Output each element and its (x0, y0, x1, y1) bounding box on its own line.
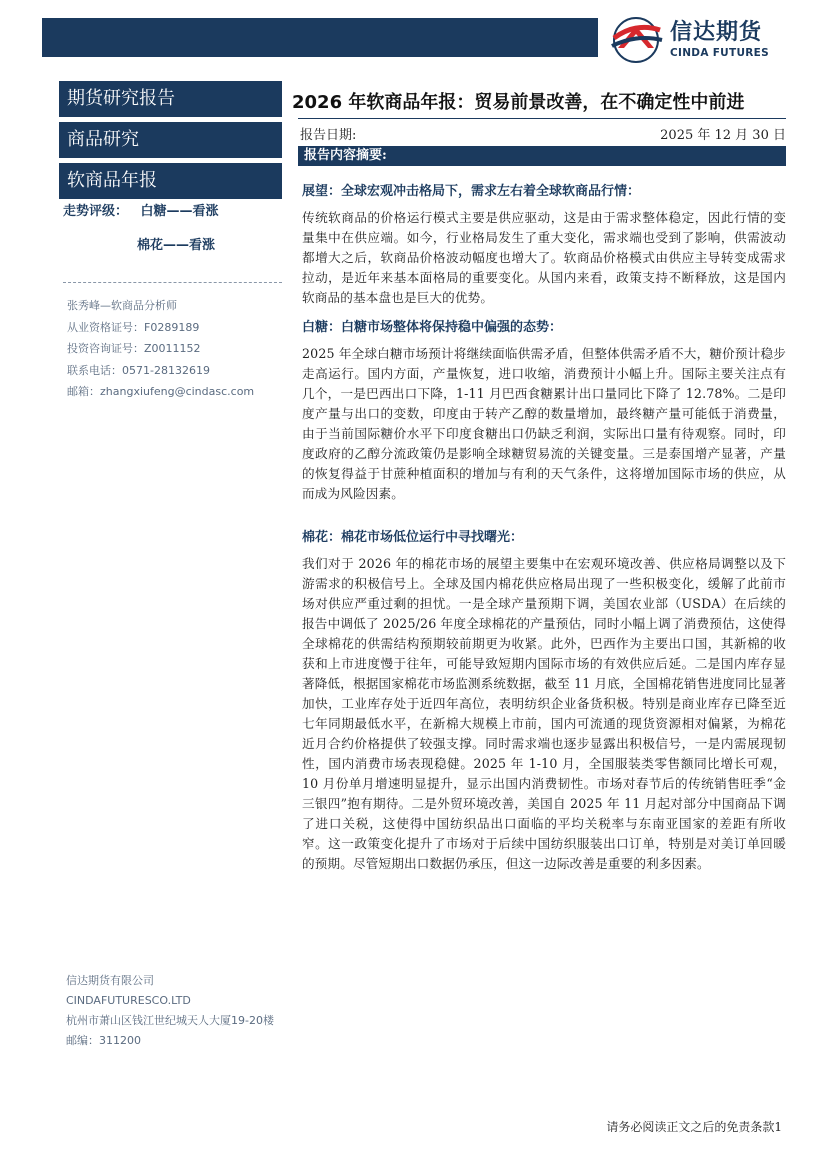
rating-label: 走势评级： (63, 204, 129, 219)
company-zip: 邮编：311200 (66, 1034, 141, 1047)
footer-disclaimer: 请务必阅读正文之后的免责条款1 (606, 1120, 782, 1134)
rating-cotton: 棉花——看涨 (137, 238, 216, 253)
report-date-value: 2025 年 12 月 30 日 (660, 128, 786, 143)
section-key: 展望： (302, 184, 342, 199)
summary-header: 报告内容摘要: (298, 146, 786, 166)
report-date-label: 报告日期: (300, 128, 357, 143)
analyst-contacts (67, 295, 254, 403)
rating-sugar: 白糖——看涨 (140, 204, 219, 219)
sidebar-divider (63, 282, 282, 283)
analyst-license: 从业资格证号：F0289189 (67, 320, 200, 334)
analyst-name: 张秀峰—软商品分析师 (67, 299, 177, 312)
company-site: CINDAFUTURESCO.LTD (66, 994, 191, 1007)
report-title: 2026 年软商品年报：贸易前景改善，在不确定性中前进 (292, 92, 745, 113)
title-rule (298, 118, 786, 119)
brand-cn: 信达期货 (670, 20, 763, 45)
section-key: 白糖： (302, 320, 342, 335)
analyst-consult-license: 投资咨询证号：Z0011152 (67, 342, 201, 355)
section-body-outlook: 传统软商品的价格运行模式主要是供应驱动，这是由于需求整体稳定，因此行情的变量集中在供应端。如今，行业格局发生了重大变化，需求端也受到了影响，供需波动都增大之后，软商品价格波动幅度也增大了。软商品价格模式由供应主导转变成需求拉动，是近年来基本面格局的重要变化。从国内来看，政策支持不断释放，这是国内软商品的基本盘也是巨大的优势。 (302, 210, 786, 305)
sidebar-block-report-type: 期货研究报告 (59, 81, 282, 117)
section-heading-sugar (302, 316, 562, 335)
header-bar (42, 18, 598, 57)
sidebar-block-category: 商品研究 (59, 122, 282, 158)
section-key: 棉花： (302, 530, 342, 545)
brand-wordmark (670, 20, 769, 60)
company-name: 信达期货有限公司 (66, 974, 154, 987)
section-heading-outlook (302, 180, 640, 199)
brand-en: CINDA FUTURES (670, 47, 770, 59)
section-heading-text: 全球宏观冲击格局下，需求左右着全球软商品行情： (341, 184, 641, 199)
company-info (66, 971, 274, 1051)
section-heading-cotton (302, 526, 523, 545)
analyst-email: 邮箱：zhangxiufeng@cindasc.com (67, 385, 255, 398)
section-heading-text: 白糖市场整体将保持稳中偏强的态势： (341, 320, 563, 335)
section-heading-text: 棉花市场低位运行中寻找曙光： (341, 530, 524, 545)
analyst-phone: 联系电话：0571-28132619 (67, 363, 210, 377)
sidebar-block-subcategory: 软商品年报 (59, 163, 282, 199)
company-address: 杭州市萧山区钱江世纪城天人大厦19-20楼 (66, 1014, 274, 1027)
section-body-sugar: 2025 年全球白糖市场预计将继续面临供需矛盾，但整体供需矛盾不大，糖价预计稳步走高运行。国内方面，产量恢复，进口收缩，消费预计小幅上升。国际主要关注点有几个，一是巴西出口下降，1-11 月巴西食糖累计出口量同比下降了 12.78%。二是印度产量与出口的变数，印度由于转产乙醇的数量增加，最终糖产量可能低于消费量，由于当前国际糖价水平下印度食糖出口仍缺乏利润，实际出口量有待观察。同时，印度政府的乙醇分流政策仍是影响全球糖贸易流的关键变量。三是泰国增产显著，产量的恢复得益于甘蔗种植面积的增加与有利的天气条件，这将增加国际市场的供应，从而成为风险因素。 (302, 346, 786, 501)
section-body-cotton: 我们对于 2026 年的棉花市场的展望主要集中在宏观环境改善、供应格局调整以及下游需求的积极信号上。全球及国内棉花供应格局出现了一些积极变化，缓解了此前市场对供应严重过剩的担忧。一是全球产量预期下调，美国农业部（USDA）在后续的报告中调低了 2025/26 年度全球棉花的产量预估，同时小幅上调了消费预估，这使得全球棉花的供需结构预期较前期更为收紧。此外，巴西作为主要出口国，其新棉的收获和上市进度慢于往年，可能导致短期内国际市场的有效供应后延。二是国内库存显著降低，根据国家棉花市场监测系统数据，截至 11 月底，全国棉花销售进度同比显著加快，工业库存处于近四年高位，表明纺织企业备货积极。特别是商业库存已降至近七年同期最低水平，在新棉大规模上市前，国内可流通的现货资源相对偏紧，为棉花近月合约价格提供了较强支撑。同时需求端也逐步显露出积极信号，一是内需展现韧性，国内消费市场表现稳健。2025 年 1-10 月，全国服装类零售额同比增长可观，10 月份单月增速明显提升，显示出国内消费韧性。市场对春节后的传统销售旺季“金三银四”抱有期待。二是外贸环境改善，美国自 2025 年 11 月起对部分中国商品下调了进口关税，这使得中国纺织品出口面临的平均关税率与东南亚国家的差距有所收窄。这一政策变化提升了市场对于后续中国纺织服装出口订单，特别是对美订单回暖的预期。尽管短期出口数据仍承压，但这一边际改善是重要的利多因素。 (302, 556, 786, 871)
